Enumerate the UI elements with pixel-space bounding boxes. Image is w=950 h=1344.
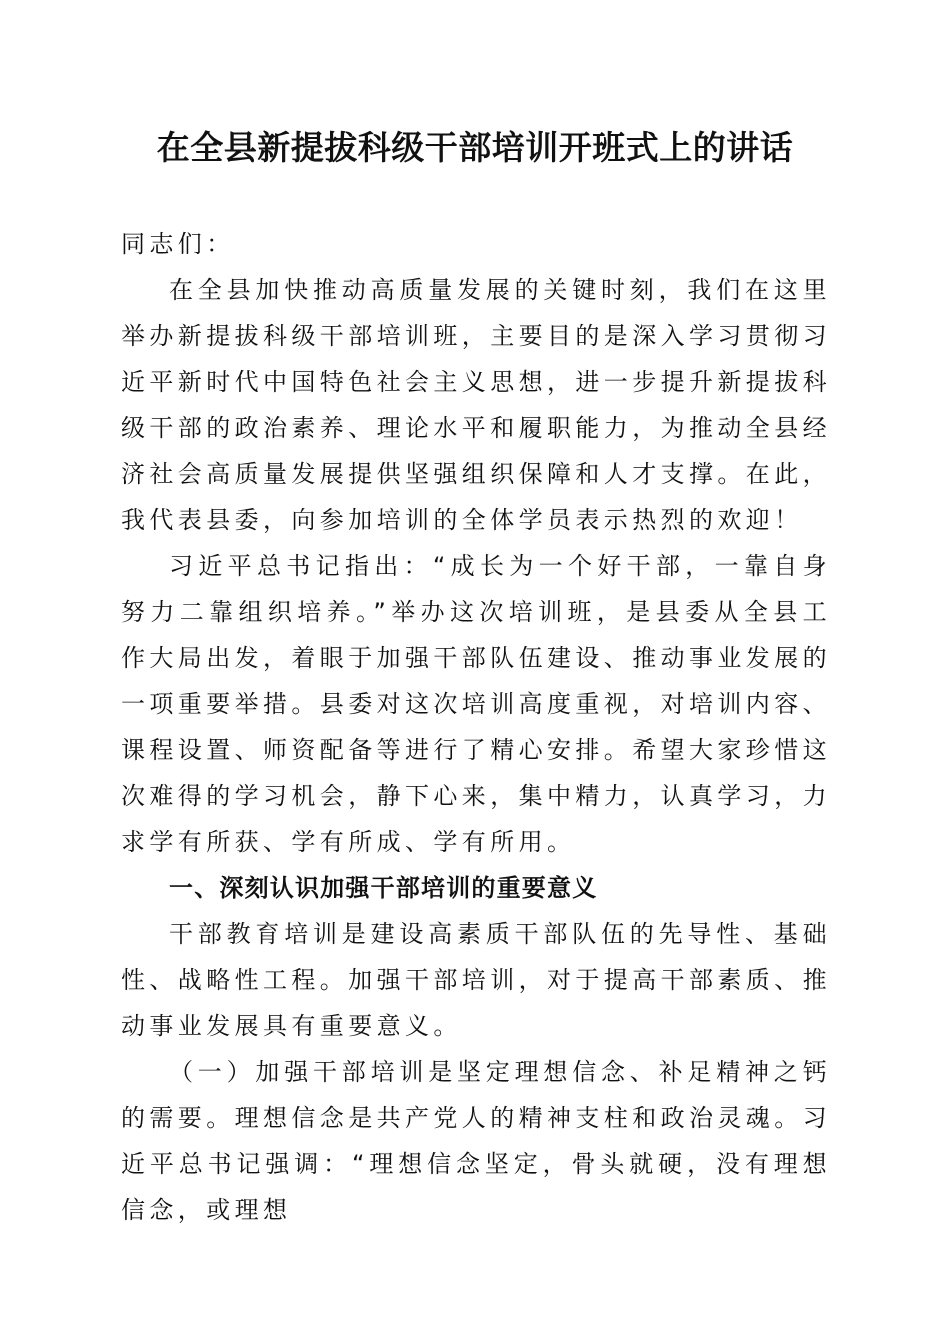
- section-heading: 一、深刻认识加强干部培训的重要意义: [169, 874, 598, 902]
- intro-paragraph: 在全县加快推动高质量发展的关键时刻，我们在这里举办新提拔科级干部培训班，主要目的是深入学习贯彻习近平新时代中国特色社会主义思想，进一步提升新提拔科级干部的政治素养、理论水平和履职能力，为推动全县经济社会高质量发展提供坚强组织保障和人才支撑。在此，我代表县委，向参加培训的全体学员表示热烈的欢迎！: [121, 276, 831, 534]
- document-body: [121, 221, 831, 1233]
- salutation: 同志们：: [121, 230, 235, 258]
- section-paragraph: 干部教育培训是建设高素质干部队伍的先导性、基础性、战略性工程。加强干部培训，对于提高干部素质、推动事业发展具有重要意义。: [121, 920, 831, 1040]
- subsection-paragraph: （一）加强干部培训是坚定理想信念、补足精神之钙的需要。理想信念是共产党人的精神支柱和政治灵魂。习近平总书记强调：“理想信念坚定，骨头就硬，没有理想信念，或理想: [121, 1058, 831, 1224]
- document-title: 在全县新提拔科级干部培训开班式上的讲话: [156, 128, 794, 167]
- quote-paragraph: 习近平总书记指出：“成长为一个好干部，一靠自身努力二靠组织培养。”举办这次培训班，是县委从全县工作大局出发，着眼于加强干部队伍建设、推动事业发展的一项重要举措。县委对这次培训高度重视，对培训内容、课程设置、师资配备等进行了精心安排。希望大家珍惜这次难得的学习机会，静下心来，集中精力，认真学习，力求学有所获、学有所成、学有所用。: [121, 552, 831, 856]
